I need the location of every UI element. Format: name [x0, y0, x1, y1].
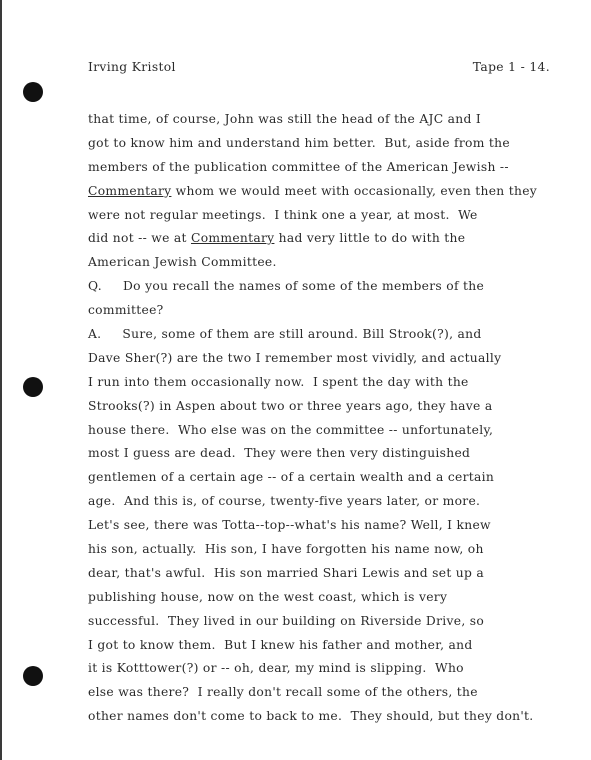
transcript-line [88, 634, 554, 658]
transcript-line [88, 562, 554, 586]
transcript-line [88, 466, 554, 490]
transcript-line [88, 442, 554, 466]
line-text: A. Sure, some of them are still around. Bill Strook(?), and [88, 327, 482, 342]
transcript-line [88, 347, 554, 371]
transcript-line [88, 323, 554, 347]
interviewee-name: Irving Kristol [88, 60, 176, 74]
transcript-line [88, 108, 554, 132]
transcript-line [88, 371, 554, 395]
line-text: Strooks(?) in Aspen about two or three years ago, they have a [88, 398, 493, 413]
transcript-line [88, 204, 554, 228]
line-text: Q. Do you recall the names of some of the members of the [88, 279, 485, 294]
line-text: else was there? I really don't recall some of the others, the [88, 685, 478, 700]
transcript-line [88, 395, 554, 419]
transcript-line [88, 610, 554, 634]
transcript-line [88, 419, 554, 443]
line-text: his son, actually. His son, I have forgotten his name now, oh [88, 542, 484, 557]
transcript-line [88, 299, 554, 323]
underlined-title: Commentary [190, 231, 275, 246]
line-text: publishing house, now on the west coast, which is very [88, 589, 448, 604]
line-text: most I guess are dead. They were then very distinguished [88, 446, 471, 461]
transcript-line [88, 705, 554, 729]
tape-page-number: Tape 1 - 14. [472, 60, 550, 74]
transcript-line [88, 514, 554, 538]
transcript-line [88, 275, 554, 299]
line-text: were not regular meetings. I think one a year, at most. We [88, 207, 478, 222]
transcript-line [88, 227, 554, 251]
transcript-line [88, 538, 554, 562]
line-text: American Jewish Committee. [88, 255, 277, 270]
line-text: gentlemen of a certain age -- of a certain wealth and a certain [88, 470, 495, 485]
punch-hole-middle [23, 377, 43, 397]
transcript-line [88, 490, 554, 514]
line-text: dear, that's awful. His son married Shari Lewis and set up a [88, 565, 485, 580]
line-text: Dave Sher(?) are the two I remember most vividly, and actually [88, 350, 502, 365]
line-text: Let's see, there was Totta--top--what's his name? Well, I knew [88, 518, 491, 533]
transcript-line [88, 132, 554, 156]
line-text: committee? [88, 303, 164, 318]
punch-hole-bottom [23, 666, 43, 686]
page-header [88, 60, 550, 80]
line-text: had very little to do with the [274, 231, 466, 246]
line-text: that time, of course, John was still the head of the AJC and I [88, 112, 482, 126]
line-text: age. And this is, of course, twenty-five years later, or more. [88, 494, 481, 509]
line-text: other names don't come to back to me. They should, but they don't. [88, 709, 534, 724]
line-text: got to know him and understand him better. But, aside from the [88, 135, 510, 150]
line-text: house there. Who else was on the committee -- unfortunately, [88, 422, 494, 437]
line-text: it is Kotttower(?) or -- oh, dear, my mind is slipping. Who [88, 661, 464, 676]
line-text: I run into them occasionally now. I spent the day with the [88, 374, 469, 389]
punch-hole-top [23, 82, 43, 102]
transcript-line [88, 156, 554, 180]
line-text: did not -- we at [88, 231, 191, 246]
transcript-body [88, 108, 554, 729]
transcript-line [88, 586, 554, 610]
transcript-line [88, 251, 554, 275]
line-text: I got to know them. But I knew his father and mother, and [88, 637, 473, 652]
line-text: members of the publication committee of the American Jewish -- [88, 159, 509, 174]
line-text: successful. They lived in our building on Riverside Drive, so [88, 613, 485, 628]
transcript-line [88, 180, 554, 204]
transcript-line [88, 657, 554, 681]
line-text: whom we would meet with occasionally, even then they [171, 183, 538, 198]
transcript-line [88, 681, 554, 705]
page-left-edge [0, 0, 2, 760]
underlined-title: Commentary [88, 183, 172, 198]
